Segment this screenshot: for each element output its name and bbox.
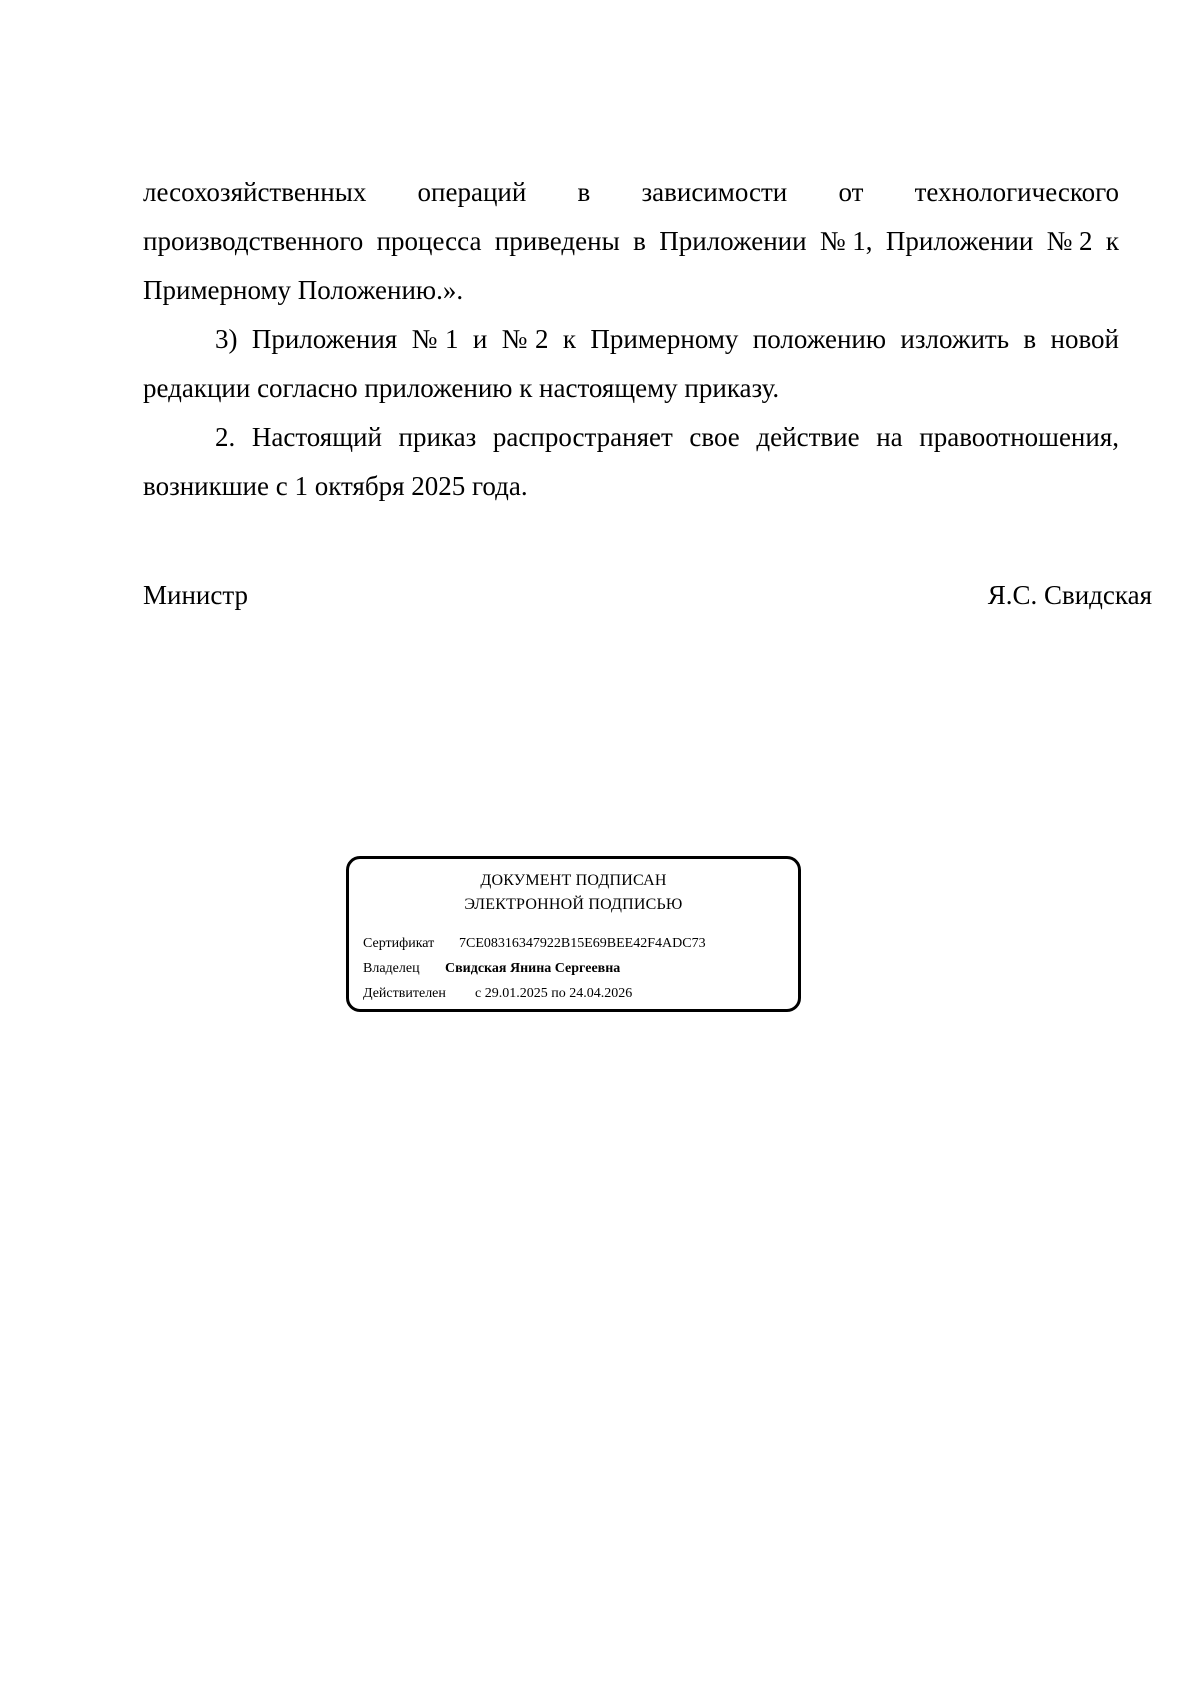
signatory-position: Министр xyxy=(143,580,248,610)
paragraph-item-3: 3) Приложения №1 и №2 к Примерному положению изложить в новой редакции согласно приложению к настоящему приказу. xyxy=(143,324,1119,403)
stamp-certificate-row xyxy=(363,934,706,954)
signature-block xyxy=(143,571,1152,620)
stamp-owner-value: Свидская Янина Сергеевна xyxy=(445,961,621,976)
stamp-validity-value: с 29.01.2025 по 24.04.2026 xyxy=(475,986,633,1001)
stamp-title-line-1: ДОКУМЕНТ ПОДПИСАН xyxy=(480,872,667,889)
stamp-validity-label: Действителен xyxy=(363,986,446,1001)
stamp-owner-label: Владелец xyxy=(363,961,420,976)
electronic-signature-stamp xyxy=(346,856,801,1012)
stamp-certificate-value: 7CE08316347922B15E69BEE42F4ADC73 xyxy=(459,936,706,951)
paragraph-continuation: лесохозяйственных операций в зависимости от технологического производственного процесса приведены в Приложении №1, Приложении №2 к Примерному Положению.». xyxy=(143,177,1119,305)
stamp-title-line-2: ЭЛЕКТРОННОЙ ПОДПИСЬЮ xyxy=(464,896,683,913)
stamp-certificate-label: Сертификат xyxy=(363,936,435,951)
document-body xyxy=(143,168,1119,511)
stamp-owner-row xyxy=(363,959,620,979)
stamp-validity-row xyxy=(363,984,632,1004)
signatory-name: Я.С. Свидская xyxy=(987,580,1152,610)
paragraph-item-2: 2. Настоящий приказ распространяет свое действие на правоотношения, возникшие с 1 октября 2025 года. xyxy=(143,422,1119,501)
